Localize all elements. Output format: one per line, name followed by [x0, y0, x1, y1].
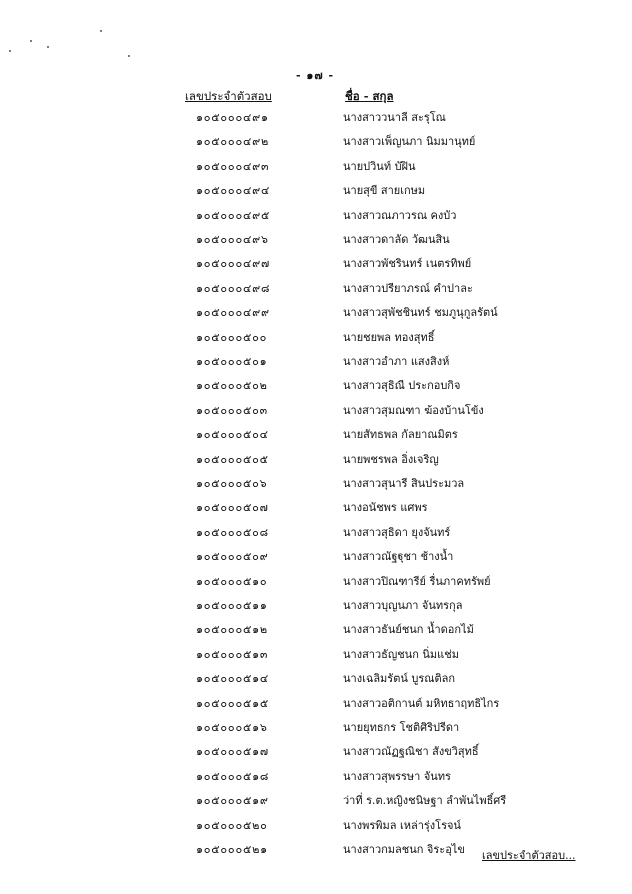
exam-id-column-header: เลขประจำตัวสอบ: [185, 89, 272, 103]
exam-id: ๑๐๕๐๐๐๔๙๕: [196, 208, 271, 222]
name-column-header: ชื่อ - สกุล: [345, 89, 394, 103]
exam-id: ๑๐๕๐๐๐๔๙๙: [196, 306, 270, 320]
exam-id: ๑๐๕๐๐๐๔๙๘: [196, 281, 271, 295]
candidate-name: นายปวินท์ บัฝิน: [343, 159, 416, 173]
candidate-row: [0, 645, 632, 665]
page-number: - ๑๗ -: [296, 69, 335, 82]
exam-id: ๑๐๕๐๐๐๔๙๓: [196, 159, 270, 173]
candidate-name: นางสาวเพ็ญนภา นิมมานุทย์: [343, 135, 476, 149]
candidate-row: [0, 498, 632, 518]
candidate-name: นางสาวสุนารี สินประมวล: [343, 477, 465, 490]
candidate-name: นางสาวบุญนภา จันทรกุล: [343, 599, 463, 612]
candidate-row: [0, 816, 632, 836]
candidate-row: [0, 108, 632, 128]
exam-id: ๑๐๕๐๐๐๕๐๒: [196, 379, 268, 393]
candidate-row: [0, 157, 632, 177]
candidate-name: นางเฉลิมรัตน์ บูรณติลก: [343, 672, 456, 686]
candidate-row: [0, 181, 632, 201]
exam-id: ๑๐๕๐๐๐๕๐๘: [196, 525, 269, 539]
candidate-row: [0, 352, 632, 372]
exam-id: ๑๐๕๐๐๐๔๙๑: [196, 111, 269, 124]
exam-id: ๑๐๕๐๐๐๔๙๒: [196, 135, 269, 149]
candidate-row: [0, 450, 632, 470]
exam-id: ๑๐๕๐๐๐๔๙๗: [196, 257, 271, 271]
candidate-row: [0, 669, 632, 689]
exam-id: ๑๐๕๐๐๐๕๒๐: [196, 818, 268, 832]
candidate-name: นางสาวปิณฑารีย์ รื่นภาคทรัพย์: [343, 574, 491, 588]
scan-speck: [100, 30, 102, 32]
candidate-row: [0, 620, 632, 640]
candidate-row: [0, 401, 632, 421]
exam-id: ๑๐๕๐๐๐๕๑๔: [196, 672, 269, 686]
candidate-name: นางสาวณัฏฐณิชา สังขวิสุทธิ์: [343, 745, 479, 759]
exam-id: ๑๐๕๐๐๐๕๐๙: [196, 550, 269, 564]
candidate-row: [0, 328, 632, 348]
candidate-name: นางสาวสุมณฑา ฆ้องบ้านโข้ง: [343, 403, 484, 417]
exam-id: ๑๐๕๐๐๐๕๑๓: [196, 647, 269, 661]
candidate-row: [0, 523, 632, 543]
candidate-name: นางสาวสุธิณี ประกอบกิจ: [343, 379, 461, 393]
candidate-name: นางสาวกมลชนก จิระอุไข: [343, 843, 465, 856]
candidate-row: [0, 132, 632, 152]
exam-id: ๑๐๕๐๐๐๔๙๖: [196, 233, 269, 246]
candidate-row: [0, 791, 632, 811]
candidate-row: [0, 694, 632, 714]
candidate-row: [0, 718, 632, 738]
candidate-name: นางพรพิมล เหล่ารุ่งโรจน์: [343, 818, 461, 832]
candidate-name: นางสาวอำภา แสงสิงห์: [343, 355, 450, 368]
exam-id: ๑๐๕๐๐๐๕๑๖: [196, 721, 268, 734]
exam-id: ๑๐๕๐๐๐๕๑๘: [196, 769, 270, 783]
exam-id: ๑๐๕๐๐๐๕๑๗: [196, 745, 269, 759]
candidate-name: นางสาวณัฐฐุชา ช้างน้ำ: [343, 550, 454, 564]
exam-id: ๑๐๕๐๐๐๕๐๕: [196, 452, 269, 466]
exam-id: ๑๐๕๐๐๐๕๑๐: [196, 574, 268, 588]
exam-id: ๑๐๕๐๐๐๕๐๔: [196, 428, 269, 442]
candidate-row: [0, 547, 632, 567]
candidate-name: นางสาวธันย์ชนก น้ำดอกไม้: [343, 623, 474, 637]
exam-id: ๑๐๕๐๐๐๕๑๕: [196, 696, 269, 710]
exam-id: ๑๐๕๐๐๐๕๐๗: [196, 501, 269, 515]
candidate-name: นางสาววนาลี สะรุโณ: [343, 111, 446, 124]
candidate-row: [0, 425, 632, 445]
candidate-name: นางสาวสุพัชชินทร์ ชมภูนุกูลรัตน์: [343, 306, 498, 320]
candidate-row: [0, 254, 632, 274]
scan-speck: [47, 46, 49, 48]
candidate-name: นางสาวพัชรินทร์ เนตรทิพย์: [343, 257, 472, 271]
continuation-text: เลขประจำตัวสอบ...: [482, 849, 576, 862]
candidate-name: นายยุทธกร โชติศิริปรีดา: [343, 721, 460, 734]
scan-speck: [9, 50, 11, 52]
candidate-name: นางสาวสุธิดา ยุงจันทร์: [343, 525, 451, 539]
exam-id: ๑๐๕๐๐๐๕๐๐: [196, 330, 268, 344]
candidate-name: นางสาวปรียาภรณ์ คำปาละ: [343, 281, 473, 295]
candidate-row: [0, 767, 632, 787]
exam-id: ๑๐๕๐๐๐๔๙๔: [196, 184, 271, 198]
candidate-name: นางอนัชพร แศพร: [343, 501, 428, 515]
candidate-row: [0, 303, 632, 323]
exam-id: ๑๐๕๐๐๐๕๑๒: [196, 623, 268, 637]
candidate-row: [0, 230, 632, 250]
candidate-row: [0, 376, 632, 396]
exam-id: ๑๐๕๐๐๐๕๑๑: [196, 599, 268, 612]
exam-id: ๑๐๕๐๐๐๕๐๖: [196, 477, 268, 490]
candidate-name: นางสาวสุพรรษา จันทร: [343, 769, 451, 783]
candidate-name: นายสุขี สายเกษม: [343, 184, 426, 198]
candidate-name: นางสาวณภาวรณ คงบัว: [343, 208, 457, 222]
scan-speck: [30, 40, 32, 42]
candidate-row: [0, 596, 632, 616]
candidate-name: นายสัทธพล กัลยาณมิตร: [343, 428, 458, 442]
candidate-row: [0, 279, 632, 299]
candidate-row: [0, 742, 632, 762]
candidate-name: นายชยพล ทองสุทธิ์: [343, 330, 435, 344]
candidate-name: นางสาวดาลัด วัฒนสิน: [343, 233, 450, 246]
candidate-row: [0, 572, 632, 592]
exam-id: ๑๐๕๐๐๐๕๐๑: [196, 355, 268, 368]
exam-id: ๑๐๕๐๐๐๕๐๓: [196, 403, 268, 417]
candidate-row: [0, 474, 632, 494]
candidate-row: [0, 206, 632, 226]
exam-id: ๑๐๕๐๐๐๕๑๙: [196, 794, 269, 808]
candidate-name: ว่าที่ ร.ต.หญิงชนิษฐา ลำพันไพธิ์ศรี: [343, 794, 507, 808]
candidate-name: นายพชรพล อิ่งเจริญ: [343, 452, 439, 466]
candidate-name: นางสาวอติกานต์ มหิทธาฤทธิไกร: [343, 696, 500, 710]
exam-id: ๑๐๕๐๐๐๕๒๑: [196, 843, 268, 856]
scan-speck: [128, 55, 130, 57]
candidate-name: นางสาวธัญชนก นิ่มแช่ม: [343, 647, 459, 661]
